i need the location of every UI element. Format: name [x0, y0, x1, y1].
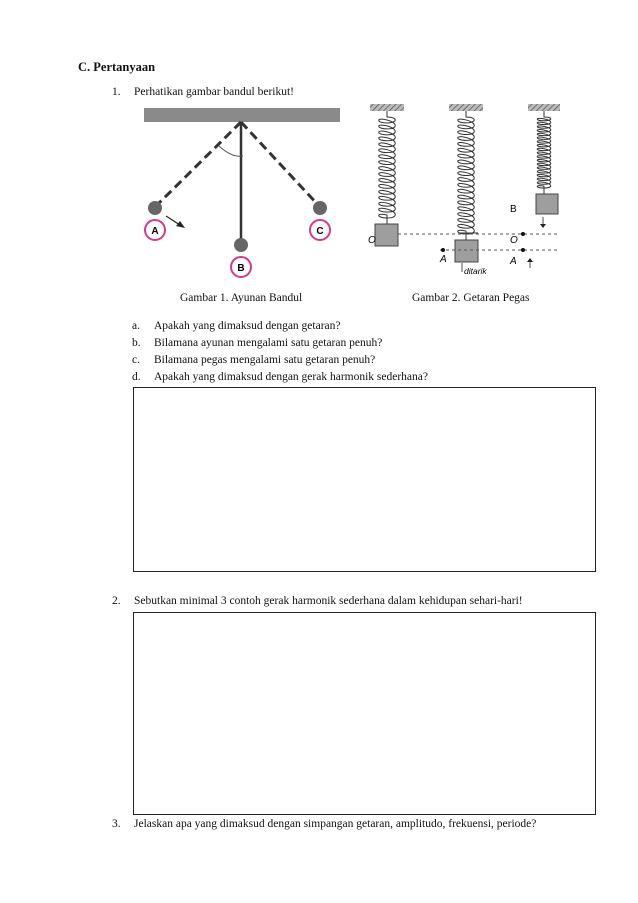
figure-1-caption: Gambar 1. Ayunan Bandul: [180, 292, 303, 304]
spring-1: [379, 111, 396, 224]
label-a1: A: [440, 254, 447, 265]
figure-2-caption: Gambar 2. Getaran Pegas: [412, 292, 530, 304]
arrow-up-a-head: [527, 258, 533, 262]
sub-question-a: [132, 320, 341, 332]
bob-b: [234, 238, 248, 252]
point-a2: [521, 248, 525, 252]
sub-letter: d.: [132, 371, 141, 383]
question-number: 1.: [112, 86, 121, 98]
question-number: 3.: [112, 818, 121, 830]
motion-arrowhead: [176, 221, 185, 228]
sub-text: Apakah yang dimaksud dengan getaran?: [154, 320, 341, 332]
sub-letter: a.: [132, 320, 140, 332]
question-2: [112, 595, 523, 607]
sub-letter: c.: [132, 354, 140, 366]
sub-question-b: [132, 337, 382, 349]
sub-text: Bilamana ayunan mengalami satu getaran penuh?: [154, 337, 383, 349]
angle-arc: [219, 146, 243, 156]
section-title: C. Pertanyaan: [78, 60, 156, 74]
label-c: C: [316, 226, 324, 237]
question-1: [112, 86, 294, 98]
pendulum-support-bar: [144, 108, 340, 122]
mass-1: [375, 224, 398, 246]
mass-3: [536, 194, 558, 214]
sub-text: Bilamana pegas mengalami satu getaran penuh?: [154, 354, 376, 366]
question-text: Perhatikan gambar bandul berikut!: [134, 86, 294, 98]
label-b: B: [237, 263, 245, 274]
answer-box-2[interactable]: [133, 612, 596, 815]
question-text: Jelaskan apa yang dimaksud dengan simpangan getaran, amplitudo, frekuensi, periode?: [134, 818, 537, 830]
question-number: 2.: [112, 595, 121, 607]
ceiling-1: [370, 104, 404, 111]
sub-question-c: [132, 354, 375, 366]
label-a2: A: [510, 256, 517, 267]
answer-box-1[interactable]: [133, 387, 596, 572]
point-o2: [521, 232, 525, 236]
question-text: Sebutkan minimal 3 contoh gerak harmonik sederhana dalam kehidupan sehari-hari!: [134, 595, 523, 607]
label-ditarik: ditarik: [464, 266, 487, 276]
label-o2: O: [510, 235, 518, 246]
label-b: B: [510, 204, 517, 215]
point-a1: [441, 248, 445, 252]
label-o1: O: [368, 235, 376, 246]
sub-question-d: [132, 371, 428, 383]
mass-2: [455, 240, 478, 262]
sub-text: Apakah yang dimaksud dengan gerak harmonik sederhana?: [154, 371, 428, 383]
label-a: A: [151, 226, 159, 237]
spring-2: [458, 111, 475, 240]
ceiling-2: [449, 104, 483, 111]
sub-letter: b.: [132, 337, 141, 349]
spring-3: [537, 111, 551, 194]
spring-figure: [360, 100, 560, 280]
pendulum-string-c: [241, 122, 320, 207]
ceiling-3: [528, 104, 560, 111]
pendulum-string-a: [155, 122, 241, 207]
question-3: [112, 818, 536, 830]
bob-c: [313, 201, 327, 215]
bob-a: [148, 201, 162, 215]
pendulum-figure: [140, 104, 350, 284]
arrow-down-b-head: [540, 224, 546, 228]
